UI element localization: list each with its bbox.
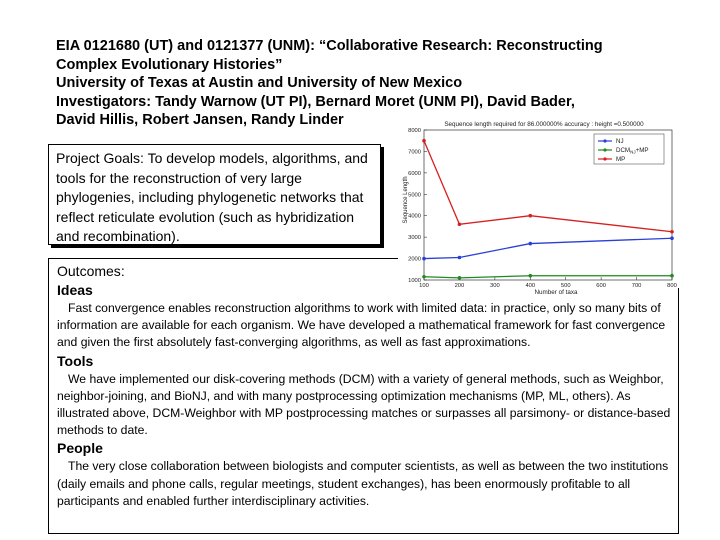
x-tick-label: 700 (631, 283, 642, 289)
investigators-line2: David Hillis, Robert Jansen, Randy Linder (56, 112, 344, 128)
goals-text: : To develop models, algorithms, and tools for the reconstruction of very large phylogenies, including phylogenetic networks that reflect reticulate evolution (such as hybridization and recombination). (56, 150, 368, 244)
x-tick-label: 200 (454, 283, 465, 289)
y-tick-label: 4000 (408, 213, 421, 220)
grant-title-line2: Complex Evolutionary Histories” (56, 56, 283, 73)
legend-marker (603, 139, 606, 142)
legend-label-name: MP (616, 156, 626, 163)
outcomes-box (48, 258, 679, 534)
chart-ylabel: Sequence Length (403, 176, 409, 224)
series-line-nj (424, 238, 672, 258)
x-tick-label: 400 (525, 283, 536, 289)
data-point (528, 214, 532, 218)
data-point (458, 276, 462, 280)
institutions: University of Texas at Austin and University of New Mexico (56, 75, 463, 91)
ideas-text: Fast convergence enables reconstruction algorithms to work with limited data: in practice, only so many bits of information are available for each organism. We have developed a mathematical framework for fast convergence and given the first absolutely fast-converging algorithms, as well as fast approximations. (57, 301, 666, 350)
legend-marker (603, 157, 606, 160)
data-point (528, 274, 532, 278)
chart-title: Sequence length required for 86.000000% accuracy : height =0.500000 (444, 121, 644, 128)
legend-marker (603, 148, 606, 151)
investigators-line1: Investigators: Tandy Warnow (UT PI), Bernard Moret (UNM PI), David Bader, (56, 93, 575, 110)
x-tick-label: 800 (667, 283, 677, 289)
data-point (670, 236, 674, 240)
people-text: The very close collaboration between biologists and computer scientists, as well as between the two institutions (daily emails and phone calls, regular meetings, student exchanges), has been enormously profitable to all participants and enabled further interdisciplinary activities. (57, 459, 669, 508)
data-point (670, 274, 674, 278)
ideas-title: Ideas (57, 282, 93, 298)
y-tick-label: 5000 (408, 192, 421, 199)
data-point (670, 230, 674, 234)
outcomes-heading-label: Outcomes (57, 263, 121, 279)
sequence-length-chart (398, 120, 684, 296)
data-point (528, 242, 532, 246)
tools-text: We have implemented our disk-covering methods (DCM) with a variety of general methods, such as Weighbor, neighbor-joining, and BioNJ, and with many postprocessing optimization mechanisms (MP, ML, others). As illustrated above, DCM-Weighbor with MP postprocessing matches or surpasses all parsimony- or distance-based methods to date. (57, 371, 671, 438)
data-point (422, 275, 426, 279)
y-tick-label: 6000 (408, 170, 421, 177)
legend-label-sub: NJ (630, 149, 636, 155)
x-tick-label: 600 (596, 283, 606, 289)
chart-legend (594, 134, 664, 164)
y-tick-label: 3000 (408, 235, 421, 242)
legend-label-name: DCM (616, 147, 631, 154)
project-header (56, 37, 696, 130)
x-tick-label: 100 (419, 283, 429, 289)
y-tick-label: 2000 (408, 256, 421, 263)
data-point (422, 139, 426, 143)
chart-xlabel: Number of taxa (534, 289, 578, 296)
legend-label-suffix: +MP (635, 147, 649, 154)
people-title: People (57, 440, 103, 457)
y-tick-label: 8000 (408, 128, 421, 134)
y-tick-label: 7000 (408, 149, 421, 156)
chart-svg (398, 120, 684, 296)
outcomes-heading-colon: : (120, 263, 125, 279)
data-point (422, 257, 426, 261)
x-tick-label: 500 (560, 283, 571, 289)
legend-label-name: NJ (616, 138, 624, 145)
grant-title-line1: EIA 0121680 (UT) and 0121377 (UNM): “Collaborative Research: Reconstructing (56, 38, 603, 54)
data-point (458, 256, 462, 260)
x-tick-label: 300 (490, 283, 500, 289)
project-goals-box (48, 144, 381, 245)
data-point (458, 222, 462, 226)
series-line-dcm (424, 276, 672, 278)
goals-label: Project Goals (56, 150, 141, 166)
legend-label (616, 138, 624, 145)
tools-title: Tools (57, 352, 94, 369)
legend-label (616, 156, 625, 163)
y-tick-label: 1000 (408, 278, 421, 284)
